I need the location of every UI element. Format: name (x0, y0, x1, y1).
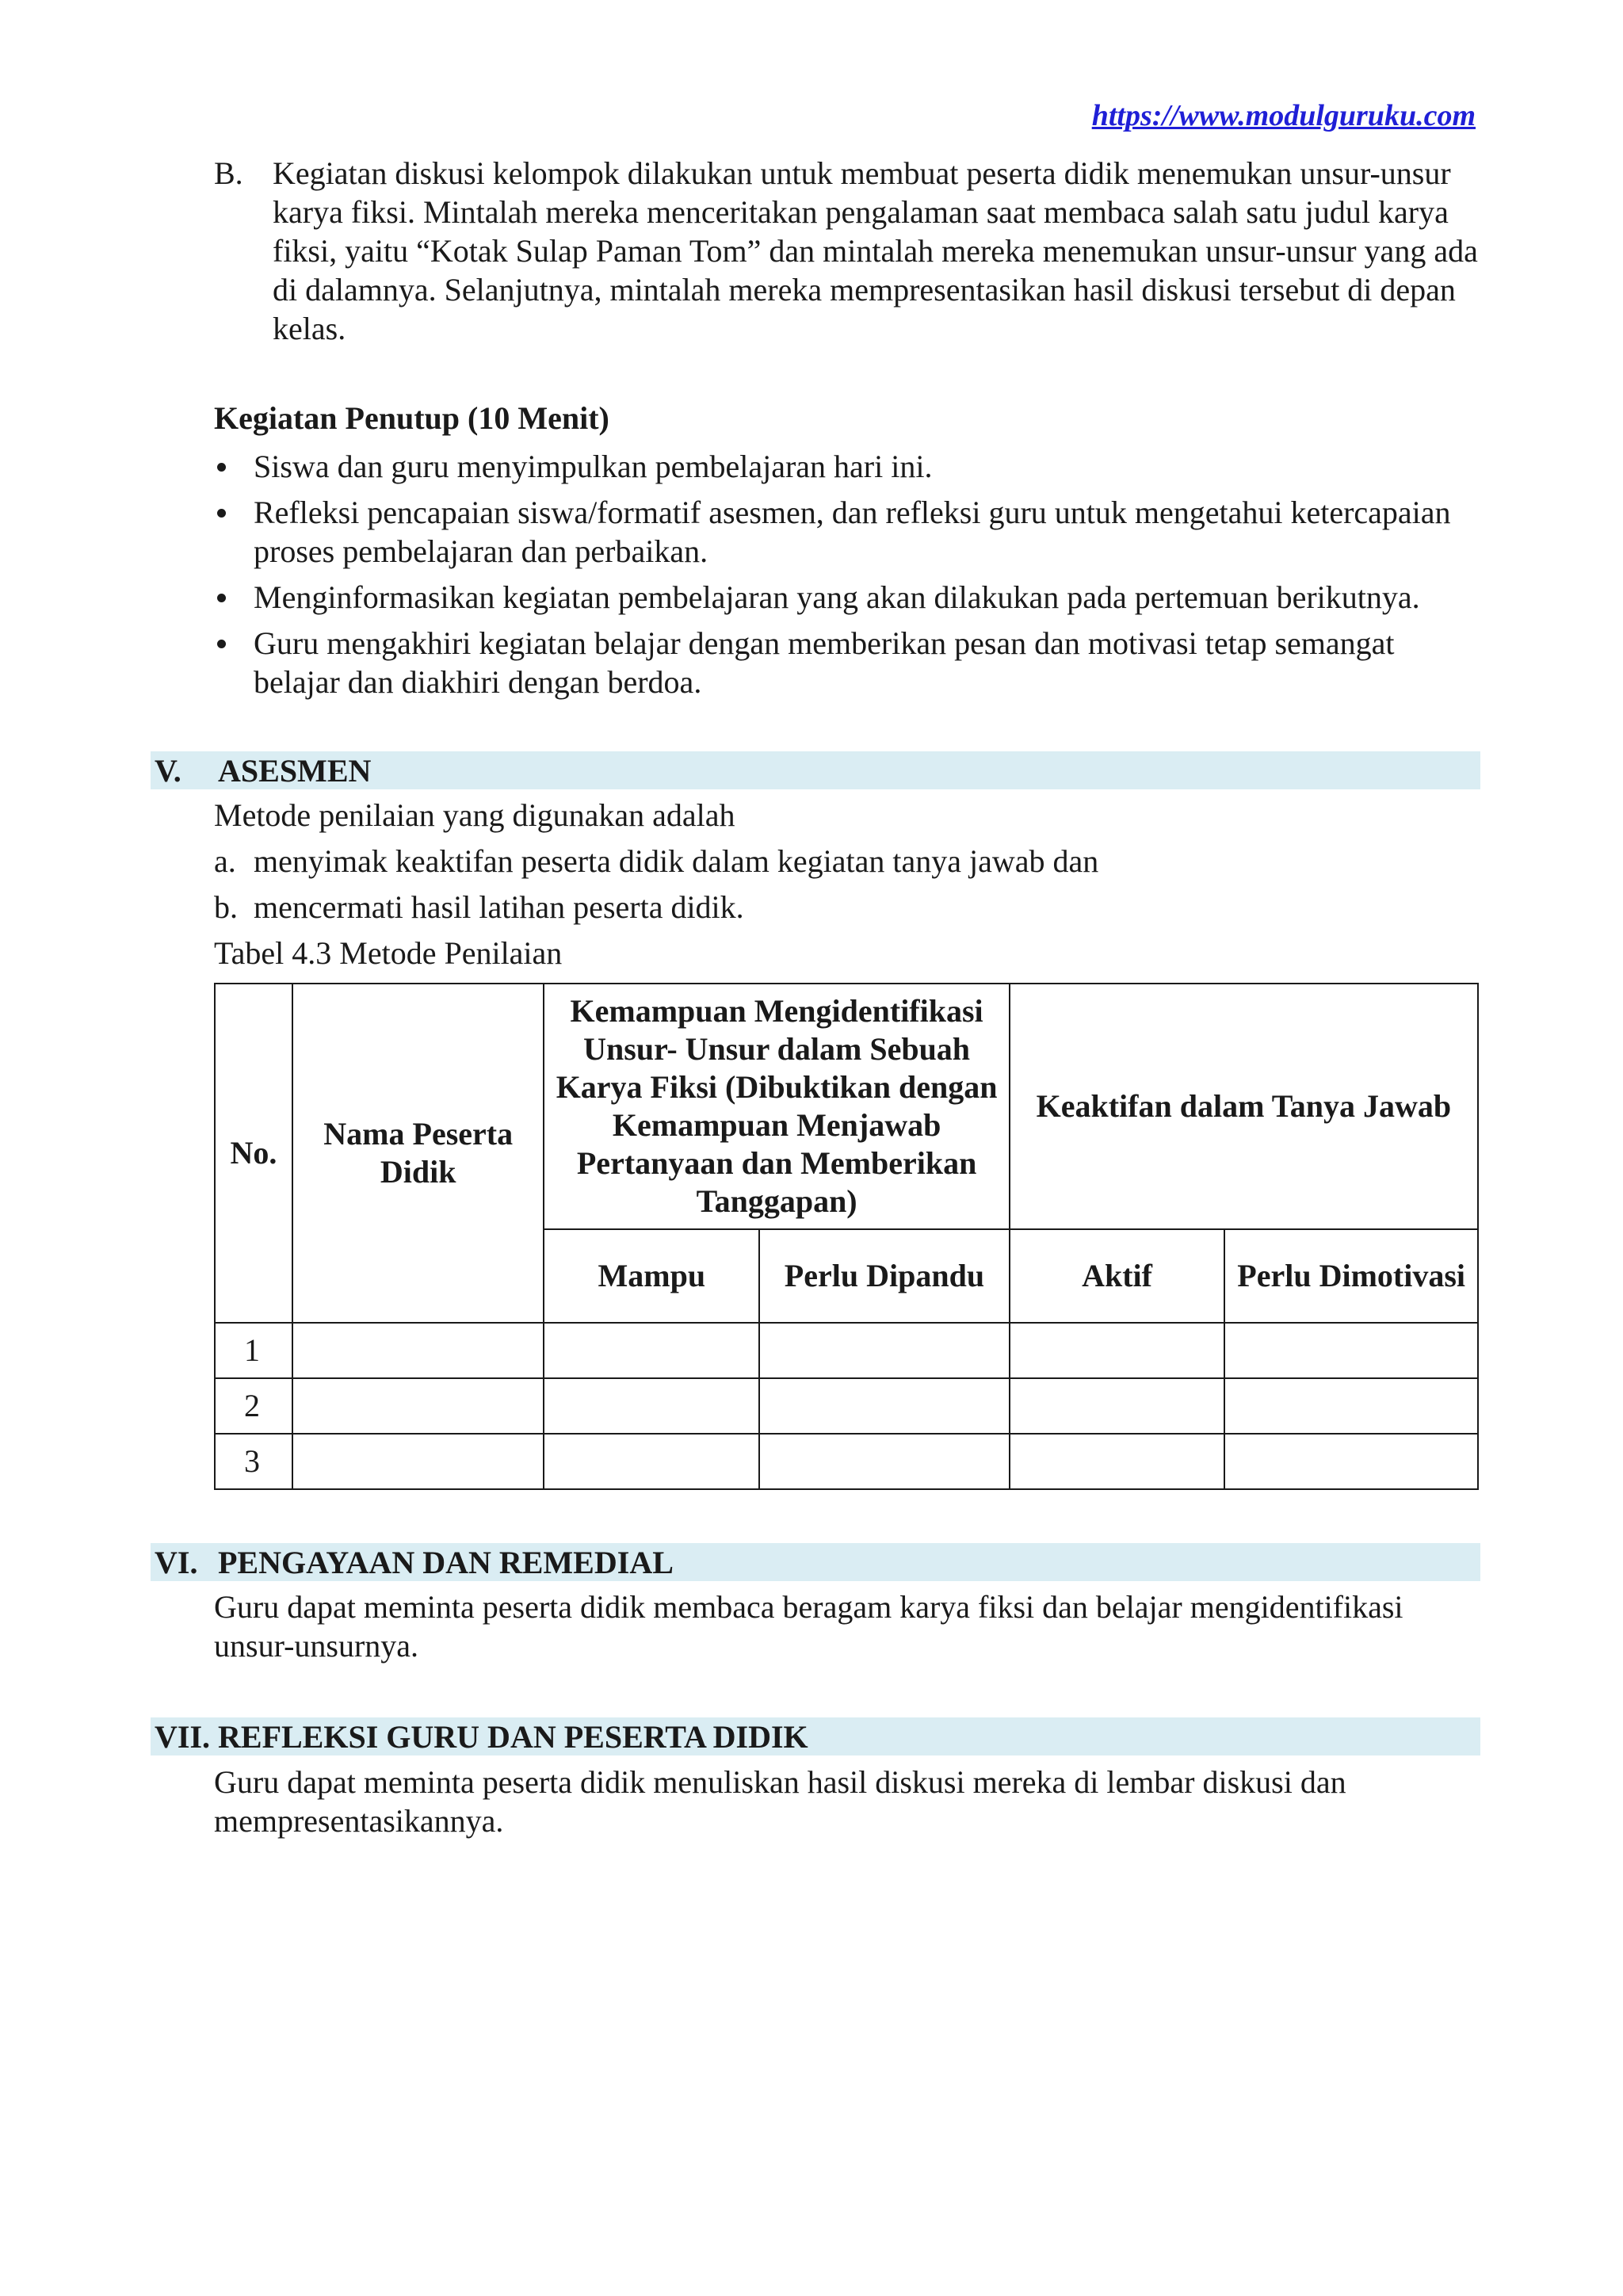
subheader-perlu-dimotivasi: Perlu Dimotivasi (1224, 1229, 1478, 1323)
assessment-table (214, 983, 1479, 1490)
item-marker: a. (214, 843, 236, 879)
row-number: 2 (215, 1378, 292, 1434)
row-number: 1 (215, 1323, 292, 1378)
table-cell (1224, 1378, 1478, 1434)
table-row (215, 1434, 1478, 1489)
subheader-perlu-dipandu: Perlu Dipandu (759, 1229, 1010, 1323)
pengayaan-text: Guru dapat meminta peserta didik membaca beragam karya fiksi dan belajar mengidentifikasi unsur-unsurnya. (214, 1589, 1403, 1664)
table-cell (1010, 1378, 1225, 1434)
item-b-marker: B. (214, 155, 243, 191)
col-header-kemampuan: Kemampuan Mengidentifikasi Unsur- Unsur dalam Sebuah Karya Fiksi (Dibuktikan dengan Kemampuan Menjawab Pertanyaan dan Memberikan Tanggapan) (544, 984, 1009, 1229)
section-header-pengayaan (151, 1543, 1480, 1581)
table-cell (759, 1378, 1010, 1434)
section-number: VI. (155, 1545, 198, 1580)
col-header-nama: Nama Peserta Didik (292, 984, 544, 1323)
row-number: 3 (215, 1434, 292, 1489)
closing-list (214, 447, 1482, 701)
closing-title: Kegiatan Penutup (10 Menit) (214, 400, 609, 436)
table-cell (544, 1323, 759, 1378)
item-text: menyimak keaktifan peserta didik dalam kegiatan tanya jawab dan (254, 843, 1099, 879)
section-title: ASESMEN (218, 753, 372, 789)
list-item (214, 888, 1482, 926)
table-cell (1224, 1323, 1478, 1378)
table-caption: Tabel 4.3 Metode Penilaian (214, 935, 563, 971)
col-header-keaktifan: Keaktifan dalam Tanya Jawab (1010, 984, 1478, 1229)
item-b-text: Kegiatan diskusi kelompok dilakukan untuk membuat peserta didik menemukan unsur-unsur karya fiksi. Mintalah mereka menceritakan pengalaman saat membaca salah satu judul karya fiksi, yaitu “Kotak Sulap Paman Tom” dan mintalah mereka menemukan unsur-unsur yang ada di dalamnya. Selanjutnya, mintalah mereka mempresentasikan hasil diskusi tersebut di depan kelas. (273, 155, 1478, 346)
section-number: VII. (155, 1719, 211, 1755)
subheader-mampu: Mampu (544, 1229, 759, 1323)
table-cell (544, 1434, 759, 1489)
section-header-asesmen (151, 751, 1480, 789)
list-item (214, 842, 1482, 881)
list-item: Siswa dan guru menyimpulkan pembelajaran hari ini. (214, 447, 1482, 486)
section-header-refleksi (151, 1717, 1480, 1755)
table-cell (1010, 1434, 1225, 1489)
section-number: V. (155, 753, 181, 789)
section-title: REFLEKSI GURU DAN PESERTA DIDIK (218, 1719, 808, 1755)
list-item: Guru mengakhiri kegiatan belajar dengan memberikan pesan dan motivasi tetap semangat belajar dan diakhiri dengan berdoa. (214, 624, 1482, 701)
table-cell (292, 1378, 544, 1434)
table-cell (292, 1434, 544, 1489)
list-item: Refleksi pencapaian siswa/formatif asesmen, dan refleksi guru untuk mengetahui ketercapaian proses pembelajaran dan perbaikan. (214, 493, 1482, 571)
section-title: PENGAYAAN DAN REMEDIAL (218, 1545, 674, 1580)
asesmen-intro: Metode penilaian yang digunakan adalah (214, 797, 735, 833)
subheader-aktif: Aktif (1010, 1229, 1225, 1323)
refleksi-text: Guru dapat meminta peserta didik menuliskan hasil diskusi mereka di lembar diskusi dan mempresentasikannya. (214, 1764, 1346, 1839)
header-url-link[interactable]: https://www.modulguruku.com (1091, 99, 1476, 132)
list-item: Menginformasikan kegiatan pembelajaran yang akan dilakukan pada pertemuan berikutnya. (214, 578, 1482, 617)
item-marker: b. (214, 889, 238, 925)
table-cell (759, 1434, 1010, 1489)
table-cell (1010, 1323, 1225, 1378)
table-cell (544, 1378, 759, 1434)
activity-item-b (214, 154, 1482, 348)
table-cell (759, 1323, 1010, 1378)
table-row (215, 1323, 1478, 1378)
table-row (215, 1378, 1478, 1434)
item-text: mencermati hasil latihan peserta didik. (254, 889, 744, 925)
table-cell (292, 1323, 544, 1378)
asesmen-body (214, 796, 1482, 980)
closing-activities (214, 399, 1482, 709)
table-cell (1224, 1434, 1478, 1489)
col-header-no: No. (215, 984, 292, 1323)
